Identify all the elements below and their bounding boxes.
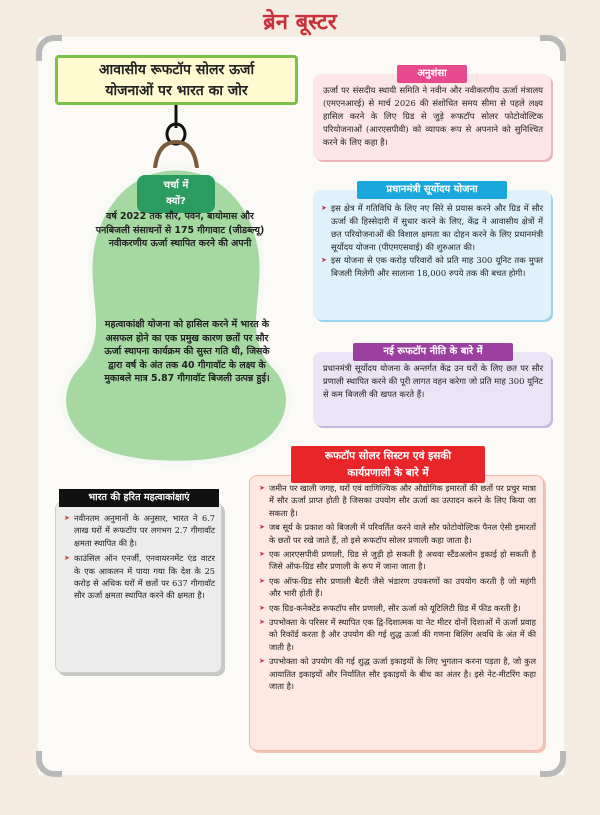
rooftop-system-list [259,482,536,693]
rooftop-tag-line1: रूफटॉप सोलर सिस्टम एवं इसकी [324,450,452,462]
bulb-text-upper: वर्ष 2022 तक सौर, पवन, बायोमास और पनबिजली संसाधनों से 175 गीगावाट (जीडब्ल्यू) नवीकरणीय ऊर्जा स्थापित करने की अपनी [95,211,265,250]
list-item: ➤ इस योजना से एक करोड़ परिवारों को प्रति माह 300 यूनिट तक मुफ्त बिजली मिलेगी और सालाना 18,000 रुपये तक की बचत होगी। [321,254,543,280]
new-policy-text: प्रधानमंत्री सूर्योदय योजना के अन्तर्गत केंद्र उन घरों के लिए छत पर सौर प्रणाली स्थापित करने की पूरी लागत वहन करेगा जो प्रति माह 300 यूनिट से कम बिजली की खपत करते हैं। [323,363,543,399]
list-item: ➤ उपभोक्ता के परिसर में स्थापित एक द्वि-दिशात्मक या नेट मीटर दोनों दिशाओं में ऊर्जा प्रवाह को रिकॉर्ड करता है और उपयोग की गई शुद्ध ऊर्जा की गणना बिलिंग अवधि के अंत में की जाती है। [259,616,536,653]
rooftop-system-tag [291,446,485,483]
page-header-title: ब्रेन बूस्टर [263,10,337,35]
list-item: ➤ एक आरएसपीवी प्रणाली, ग्रिड से जुड़ी हो सकती है अथवा स्टैंडअलोन इकाई हो सकती है जिसे ऑफ-ग्रिड सौर प्रणाली के रूप में जाना जाता है। [259,548,536,573]
rooftop-tag-line2: कार्यप्रणाली के बारे में [347,467,429,479]
why-badge-line1: चर्चा में [163,180,189,191]
green-ambitions-tag: भारत की हरित महत्वाकांक्षाएं [59,489,219,507]
main-title-line2: योजनाओं पर भारत का जोर [105,83,248,99]
list-item: ➤ एक ग्रिड-कनेक्टेड रूफटॉप सौर प्रणाली, सौर ऊर्जा को यूटिलिटी ग्रिड में फीड करती है। [259,602,536,614]
list-item: ➤ जमीन पर खाली जगह, घरों एवं वाणिज्यिक और औद्योगिक इमारतों की छतों पर प्रचुर मात्रा में सौर ऊर्जा प्राप्त होती है जिसका उपयोग सौर ऊर्जा का उत्पादन करने के लिए किया जा सकता है। [259,482,536,519]
why-in-news-badge [137,175,215,213]
bulb-text-lower: महत्वाकांक्षी योजना को हासिल करने में भारत के असफल होने का एक प्रमुख कारण छतों पर सौर ऊर्जा स्थापना कार्यक्रम की सुस्त गति थी, जिसके द्वारा वर्ष के अंत तक 40 गीगावॉट के लक्ष्य के मुकाबले मात्र 5.87 गीगावॉट बिजली उत्पन्न हुई। [104,319,270,385]
list-item: ➤ जब सूर्य के प्रकाश को बिजली में परिवर्तित करने वाले सौर फोटोवोल्टिक पैनल ऐसी इमारतों के छतों पर रखे जाते हैं, तो इसे रूफटॉप सोलर प्रणाली कहा जाता है। [259,521,536,546]
pm-suryoday-box [313,184,551,320]
recommendation-text: ऊर्जा पर संसदीय स्थायी समिति ने नवीन और नवीकरणीय ऊर्जा मंत्रालय (एमएनआरई) से मार्च 2026 की संशोधित समय सीमा से पहले लक्ष्य हासिल करने के लिए ग्रिड से जुड़े रूफटॉप सोलर फोटोवोल्टिक परियोजनाओं (आरएसपीवी) को व्यापक रूप से अपनाने को सुनिश्चित करने के लिए कहा है। [323,85,543,147]
pm-suryoday-tag: प्रधानमंत्री सूर्योदय योजना [357,181,507,199]
green-ambitions-box [55,501,222,673]
why-badge-line2: क्यों? [166,196,186,207]
recommendation-box [313,68,551,160]
green-ambitions-list [64,512,215,602]
list-item: ➤ नवीनतम अनुमानों के अनुसार, भारत ने 6.7 लाख घरों में रूफटॉप पर लगभग 2.7 गीगावॉट क्षमता स्थापित की है। [64,512,215,549]
list-item: ➤ उपभोक्ता को उपयोग की गई शुद्ध ऊर्जा इकाइयों के लिए भुगतान करना पड़ता है, जो कुल आयातित इकाइयों और निर्यातित सौर इकाइयों के बीच का अंतर है। इसे नेट-मीटरिंग कहा जाता है। [259,655,536,692]
list-item: ➤ एक ऑफ-ग्रिड सौर प्रणाली बैटरी जैसे भंडारण उपकरणों का उपयोग करती है जो महंगी और भारी होती हैं। [259,575,536,600]
list-item: ➤ काउंसिल ऑन एनर्जी, एनवायरनमेंट एंड वाटर के एक आकलन में पाया गया कि देश के 25 करोड़ से अधिक घरों में छतों पर 637 गीगावॉट सौर ऊर्जा क्षमता स्थापित करने की क्षमता है। [64,552,215,602]
bulb-cap-icon [155,142,197,168]
recommendation-tag: अनुशंसा [397,65,467,83]
new-policy-tag: नई रूफटॉप नीति के बारे में [353,343,513,361]
list-item: ➤ इस क्षेत्र में गतिविधि के लिए नए सिरे से प्रयास करने और ग्रिड में सौर ऊर्जा की हिस्सेदारी में सुधार करने के लिए, केंद्र ने आवासीय क्षेत्रों में छत परियोजनाओं की विशाल क्षमता का दोहन करने के लिए प्रधानमंत्री सूर्योदय योजना (पीएमएसवाई) की शुरुआत की। [321,202,543,254]
pm-suryoday-list [321,202,543,280]
rooftop-system-box [249,475,544,751]
new-policy-box [313,346,551,426]
main-title-line1: आवासीय रूफटॉप सोलर ऊर्जा [98,62,255,78]
